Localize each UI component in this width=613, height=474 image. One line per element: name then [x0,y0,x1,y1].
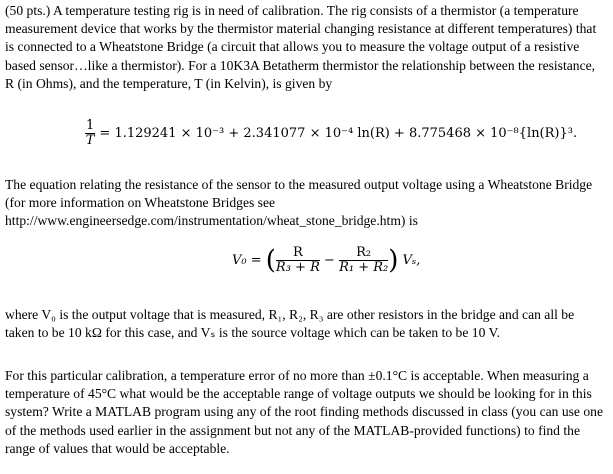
second-fraction-numerator: R₂ [339,246,388,261]
minus-sign: − [324,253,335,268]
first-fraction [276,246,320,275]
equation-rhs: = 1.129241 × 10⁻³ + 2.341077 × 10⁻⁴ ln(R) + 8.775468 × 10⁻⁸{ln(R)}³. [99,126,578,141]
one-over-t-fraction [85,119,95,148]
resistance-temperature-equation [85,119,577,148]
first-fraction-numerator: R [276,246,320,261]
right-paren-icon: ) [388,245,399,276]
equation-suffix: Vₛ, [402,253,421,268]
wheatstone-intro-paragraph: The equation relating the resistance of the sensor to the measured output voltage using a Wheatstone Bridge (for more information on Wheatstone Bridges see http://www.engineersedge.com/instrumentation/wheat_stone_bridge.htm) is [5,177,593,229]
fraction-denominator: T [85,133,95,148]
wheatstone-equation [232,246,420,275]
problem-intro-paragraph: (50 pts.) A temperature testing rig is in need of calibration. The rig consists of a thermistor (a temperature measurement device that works by the thermistor material changing resistance at different temperatures) that is connected to a Wheatstone Bridge (a circuit that allows you to measure the voltage output of a resistive based sensor…like a thermistor). For a 10K3A Betatherm thermistor the relationship between the resistance, R (in Ohms), and the temperature, T (in Kelvin), is given by [5,3,597,91]
second-fraction-denominator: R₁ + R₂ [339,260,389,275]
task-paragraph: For this particular calibration, a temperature error of no more than ±0.1°C is acceptable. When measuring a temperature of 45°C what would be the acceptable range of voltage outputs we should be looking for in this system? Write a MATLAB program using any of the root finding methods discussed in class (you can use one of the methods used earlier in the assignment but not any of the MATLAB-provided functions) to find the range of values that would be acceptable. [5,368,603,456]
variables-paragraph: where V₀ is the output voltage that is measured, R₁, R₂, R₃ are other resistors in the bridge and can all be taken to be 10 kΩ for this case, and Vₛ is the source voltage which can be taken to be 10 V. [5,307,575,341]
second-fraction [339,246,388,275]
equation-lhs: V₀ = [232,253,262,268]
left-paren-icon: ( [265,245,276,276]
fraction-numerator: 1 [86,118,95,133]
first-fraction-denominator: R₃ + R [275,260,320,275]
